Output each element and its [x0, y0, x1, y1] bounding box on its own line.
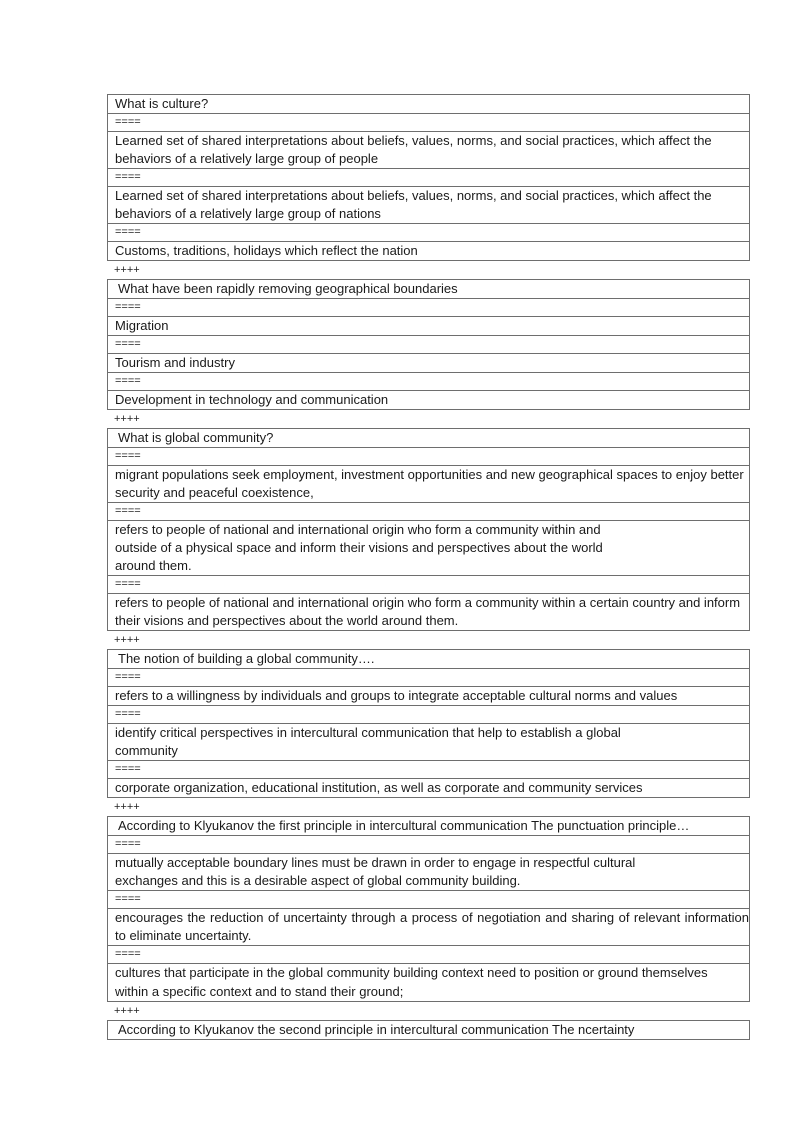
answer-separator: ==== — [108, 298, 749, 316]
answer-separator: ==== — [108, 705, 749, 723]
answer-option: corporate organization, educational institution, as well as corporate and community services — [108, 778, 749, 797]
question-separator: ++++ — [114, 413, 140, 425]
question-block — [107, 94, 750, 261]
question-text: The notion of building a global community…. — [118, 651, 375, 666]
answer-separator: ==== — [108, 945, 749, 963]
question-block — [107, 816, 750, 1002]
answer-option: Learned set of shared interpretations about beliefs, values, norms, and social practices, which affect the behaviors of a relatively large group of nations — [108, 186, 749, 223]
answer-option: Migration — [108, 316, 749, 335]
answer-option: Customs, traditions, holidays which reflect the nation — [108, 241, 749, 260]
question-block — [107, 279, 750, 410]
answer-separator: ==== — [108, 760, 749, 778]
answer-separator: ==== — [108, 113, 749, 131]
answer-option: refers to a willingness by individuals and groups to integrate acceptable cultural norms and values — [108, 686, 749, 705]
question-separator: ++++ — [114, 801, 140, 813]
answer-option: cultures that participate in the global community building context need to position or ground themselves within a specific context and to stand their ground; — [108, 963, 749, 1001]
answer-separator: ==== — [108, 447, 749, 465]
question-block — [107, 1020, 750, 1040]
question-text: According to Klyukanov the second principle in intercultural communication The ncertainty — [118, 1022, 635, 1037]
quiz-content — [107, 94, 750, 1040]
answer-separator: ==== — [108, 168, 749, 186]
answer-separator: ==== — [108, 502, 749, 520]
answer-separator: ==== — [108, 335, 749, 353]
question-block — [107, 649, 750, 798]
question-block — [107, 428, 750, 631]
answer-option: encourages the reduction of uncertainty through a process of negotiation and sharing of relevant information to eliminate uncertainty. — [108, 908, 749, 945]
answer-option: refers to people of national and international origin who form a community within a certain country and inform their visions and perspectives about the world around them. — [108, 593, 749, 630]
question-separator: ++++ — [114, 634, 140, 646]
question-text: According to Klyukanov the first principle in intercultural communication The punctuation principle… — [118, 818, 690, 833]
answer-separator: ==== — [108, 835, 749, 853]
answer-separator: ==== — [108, 372, 749, 390]
answer-option: refers to people of national and international origin who form a community within and outside of a physical space and inform their visions and perspectives about the world around them. — [108, 520, 749, 575]
question-separator: ++++ — [114, 264, 140, 276]
question-text: What is culture? — [115, 96, 209, 111]
question-separator: ++++ — [114, 1005, 140, 1017]
answer-separator: ==== — [108, 575, 749, 593]
question-text: What is global community? — [118, 430, 274, 445]
answer-option: Development in technology and communication — [108, 390, 749, 409]
question-text: What have been rapidly removing geographical boundaries — [118, 281, 458, 296]
answer-option: mutually acceptable boundary lines must be drawn in order to engage in respectful cultural exchanges and this is a desirable aspect of global community building. — [108, 853, 749, 890]
answer-option: migrant populations seek employment, investment opportunities and new geographical spaces to enjoy better security and peaceful coexistence, — [108, 465, 749, 502]
answer-option: Tourism and industry — [108, 353, 749, 372]
answer-separator: ==== — [108, 890, 749, 908]
answer-option: identify critical perspectives in intercultural communication that help to establish a global community — [108, 723, 749, 760]
answer-option: Learned set of shared interpretations about beliefs, values, norms, and social practices, which affect the behaviors of a relatively large group of people — [108, 131, 749, 168]
answer-separator: ==== — [108, 223, 749, 241]
answer-separator: ==== — [108, 668, 749, 686]
